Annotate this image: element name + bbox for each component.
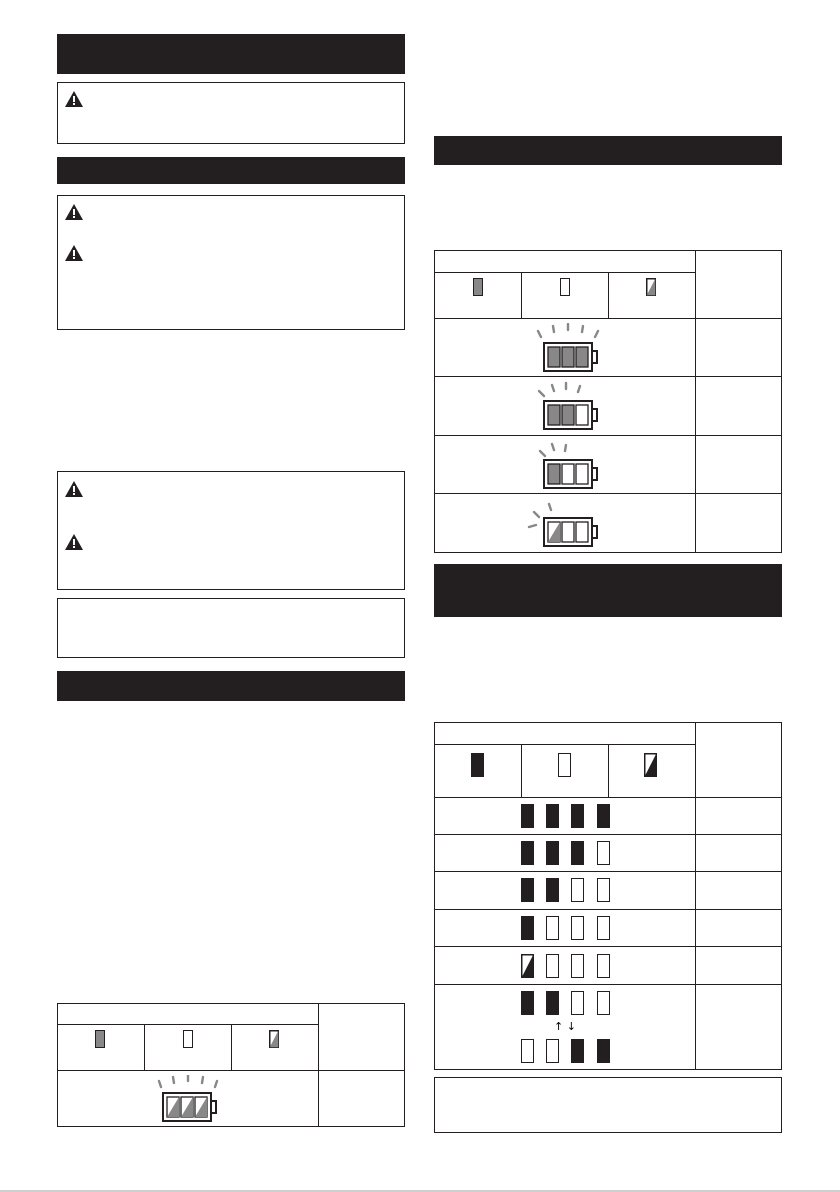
indicator-lamp-on — [521, 841, 534, 865]
indicator-lamp-on — [571, 841, 584, 865]
indicator-on-legend-icon — [95, 1030, 105, 1048]
alternating-arrows: ↑ ↓ — [554, 1020, 576, 1033]
indicator-lamp-off — [597, 916, 610, 940]
indicator-off-legend-icon — [560, 278, 570, 296]
warning-triangle-icon — [65, 481, 83, 502]
section-header-bar-4 — [434, 136, 782, 165]
section-header-bar-2 — [57, 157, 405, 184]
warning-box-2 — [57, 195, 405, 330]
section-header-bar-1 — [57, 34, 405, 74]
indicator-blinking-legend-icon — [269, 1030, 279, 1048]
indicator-lamp-off — [546, 1039, 559, 1063]
indicator-blinking-legend-icon — [646, 278, 656, 296]
indicator-lamp-on — [546, 804, 559, 828]
warning-box-3 — [57, 471, 405, 590]
warning-triangle-icon — [65, 91, 83, 112]
indicator-lamp-off — [571, 991, 584, 1015]
indicator-lamp-off — [597, 954, 610, 978]
warning-triangle-icon — [65, 534, 83, 555]
indicator-lamp-off — [571, 916, 584, 940]
indicator-lamp-on — [521, 878, 534, 902]
indicator-lamp-off — [571, 878, 584, 902]
note-box-1 — [57, 598, 405, 658]
battery-indicator-table-left — [57, 1003, 405, 1127]
battery-level-icon — [153, 1075, 223, 1130]
indicator-lamp-on — [571, 804, 584, 828]
indicator-lamp-off — [571, 954, 584, 978]
indicator-lamp-off — [597, 991, 610, 1015]
indicator-lamp-on — [571, 1039, 584, 1063]
note-box-2 — [434, 1077, 782, 1133]
battery-indicator-table-right — [434, 250, 782, 553]
indicator-lamp-off — [546, 916, 559, 940]
indicator-lamp-on — [597, 1039, 610, 1063]
indicator-lamp-on — [521, 804, 534, 828]
battery-level-icon — [530, 323, 606, 380]
indicator-on-legend-icon — [473, 278, 483, 296]
indicator-lamp-on — [521, 991, 534, 1015]
indicator-lamp-off — [521, 1039, 534, 1063]
remaining-capacity-table — [434, 722, 782, 1070]
indicator-on-legend-icon — [471, 753, 484, 777]
warning-triangle-icon — [65, 204, 83, 225]
battery-level-icon — [530, 440, 606, 497]
battery-level-icon — [530, 381, 606, 438]
section-header-bar-3 — [57, 671, 405, 701]
indicator-off-legend-icon — [558, 753, 571, 777]
indicator-lamp-on — [521, 916, 534, 940]
section-header-bar-5 — [434, 564, 782, 617]
indicator-lamp-on — [546, 878, 559, 902]
indicator-lamp-on — [546, 991, 559, 1015]
indicator-lamp-off — [597, 841, 610, 865]
indicator-blinking-legend-icon — [644, 753, 657, 782]
warning-triangle-icon — [65, 245, 83, 266]
indicator-lamp-blinking — [521, 954, 534, 983]
indicator-lamp-off — [597, 878, 610, 902]
battery-level-icon — [527, 498, 605, 555]
indicator-lamp-off — [546, 954, 559, 978]
indicator-lamp-on — [597, 804, 610, 828]
warning-box-1 — [57, 82, 405, 144]
indicator-lamp-on — [546, 841, 559, 865]
indicator-off-legend-icon — [183, 1030, 193, 1048]
